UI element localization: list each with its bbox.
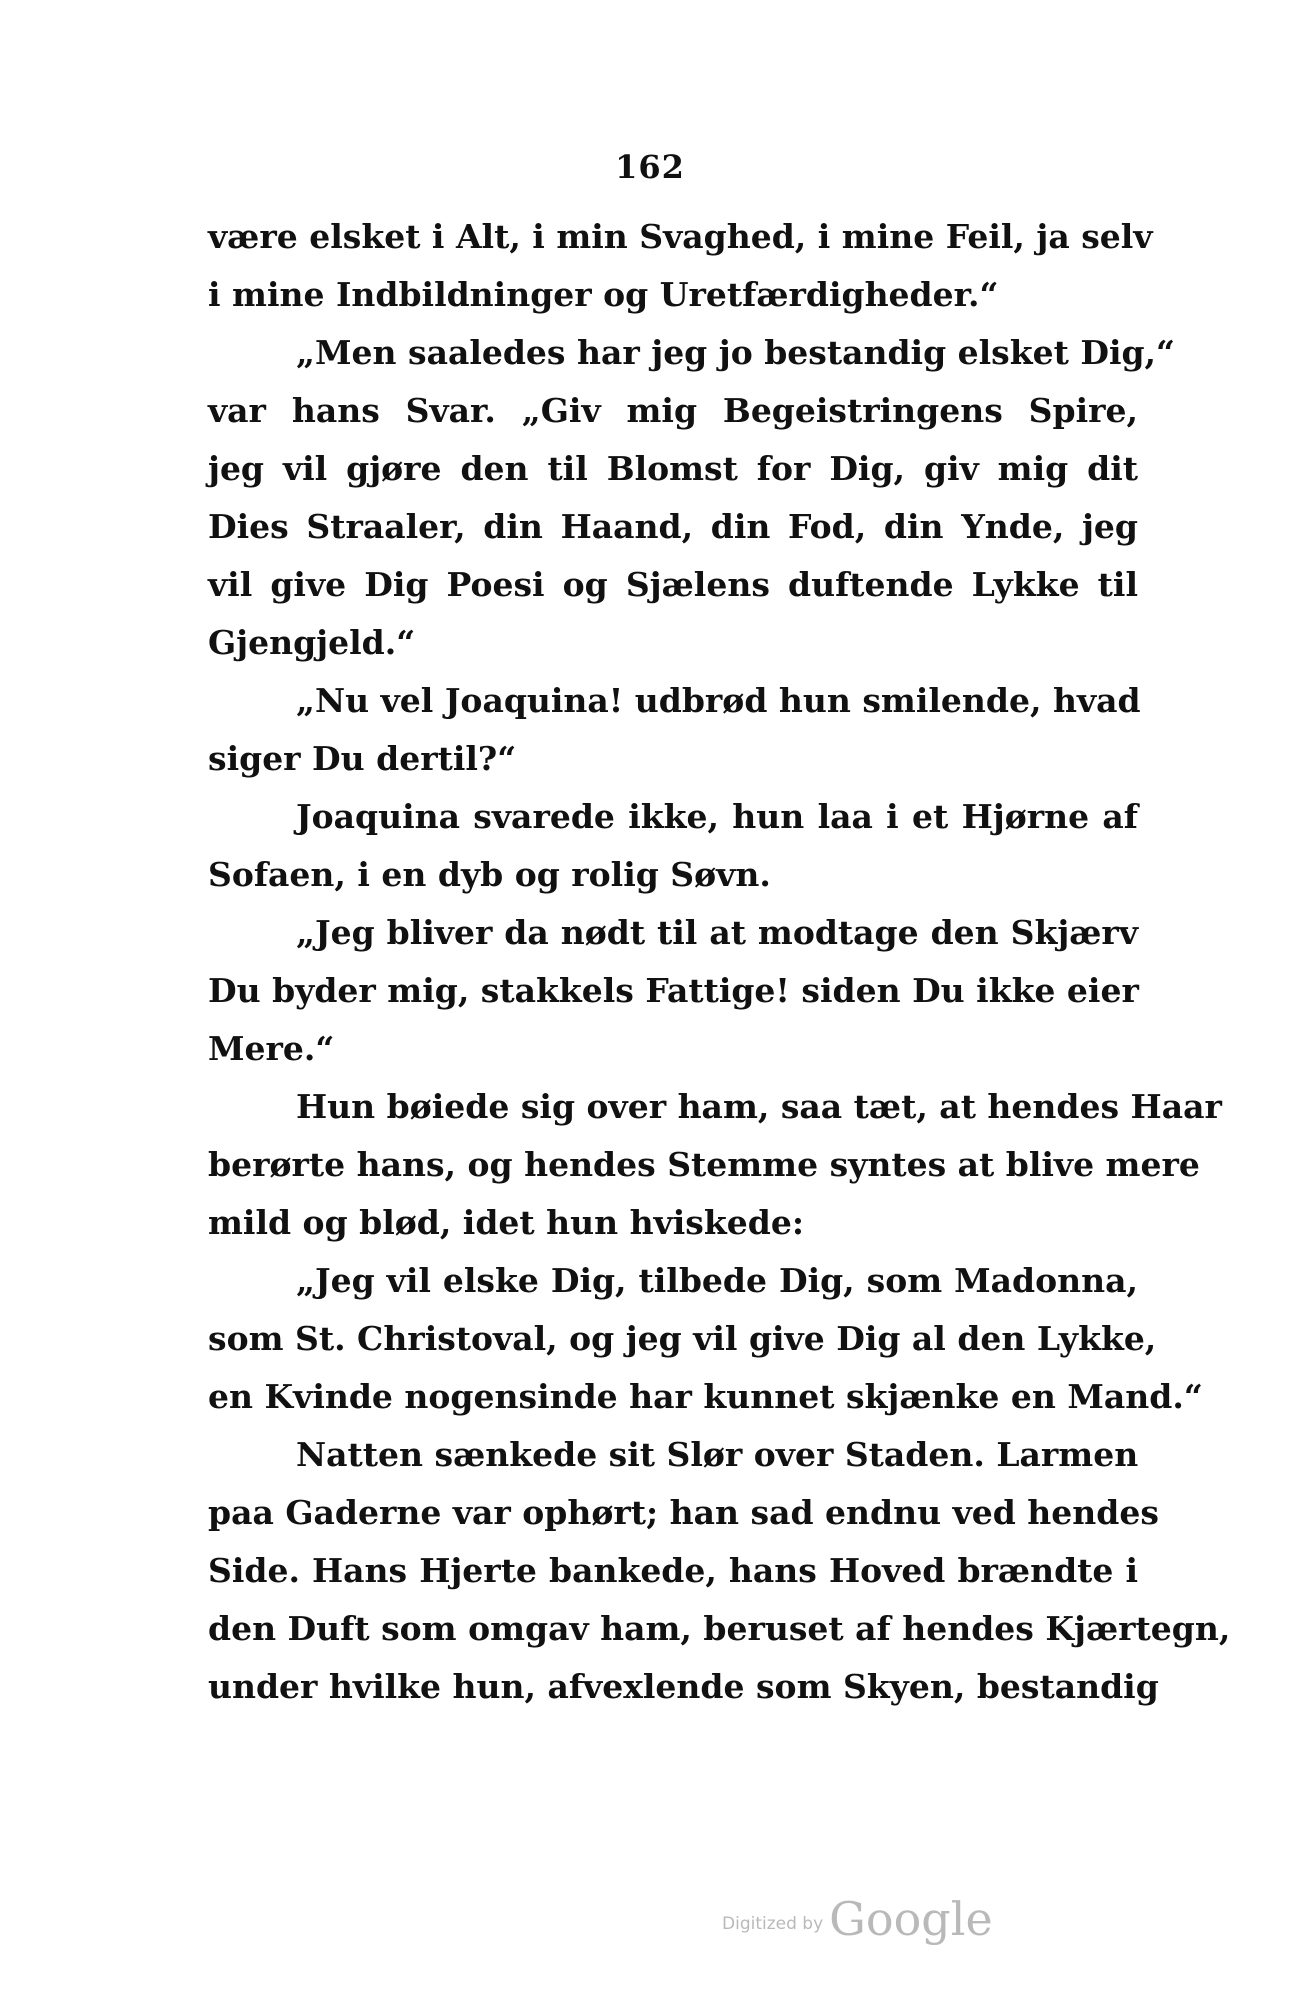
text-line: Sofaen, i en dyb og rolig Søvn. (208, 855, 771, 894)
watermark-prefix: Digitized by (722, 1914, 824, 1934)
text-line: siger Du dertil?“ (208, 739, 517, 778)
text-line: Gjengjeld.“ (208, 623, 416, 662)
digitized-by-google-watermark (722, 1882, 993, 1946)
text-line: „Men saaledes har jeg jo bestandig elsket Dig,“ (296, 333, 1176, 372)
page-number: 162 (615, 148, 685, 186)
text-line: paa Gaderne var ophørt; han sad endnu ved hendes (208, 1493, 1159, 1532)
text-line: vil give Dig Poesi og Sjælens duftende Lykke til (208, 565, 1138, 604)
text-line: Du byder mig, stakkels Fattige! siden Du ikke eier (208, 971, 1139, 1010)
text-line: Dies Straaler, din Haand, din Fod, din Ynde, jeg (208, 507, 1138, 546)
text-line: Natten sænkede sit Slør over Staden. Larmen (296, 1435, 1139, 1474)
text-line: „Jeg bliver da nødt til at modtage den Skjærv (296, 913, 1138, 952)
body-text (208, 208, 1231, 1716)
text-line: mild og blød, idet hun hviskede: (208, 1203, 804, 1242)
text-line: jeg vil gjøre den til Blomst for Dig, giv mig dit (208, 449, 1138, 488)
text-line: som St. Christoval, og jeg vil give Dig al den Lykke, (208, 1319, 1157, 1358)
text-line: den Duft som omgav ham, beruset af hendes Kjærtegn, (208, 1609, 1231, 1648)
text-line: berørte hans, og hendes Stemme syntes at blive mere (208, 1145, 1200, 1184)
text-line: „Jeg vil elske Dig, tilbede Dig, som Madonna, (296, 1261, 1138, 1300)
text-line: i mine Indbildninger og Uretfærdigheder.“ (208, 275, 999, 314)
text-line: Mere.“ (208, 1029, 335, 1068)
text-line: Hun bøiede sig over ham, saa tæt, at hendes Haar (296, 1087, 1222, 1126)
text-line: Side. Hans Hjerte bankede, hans Hoved brændte i (208, 1551, 1138, 1590)
text-line: „Nu vel Joaquina! udbrød hun smilende, hvad (296, 681, 1141, 720)
text-line: en Kvinde nogensinde har kunnet skjænke en Mand.“ (208, 1377, 1203, 1416)
text-line: være elsket i Alt, i min Svaghed, i mine Feil, ja selv (208, 217, 1153, 256)
text-line: var hans Svar. „Giv mig Begeistringens Spire, (208, 391, 1138, 430)
text-line: under hvilke hun, afvexlende som Skyen, bestandig (208, 1667, 1159, 1706)
google-logo: Google (829, 1892, 993, 1946)
text-line: Joaquina svarede ikke, hun laa i et Hjørne af (296, 797, 1138, 836)
